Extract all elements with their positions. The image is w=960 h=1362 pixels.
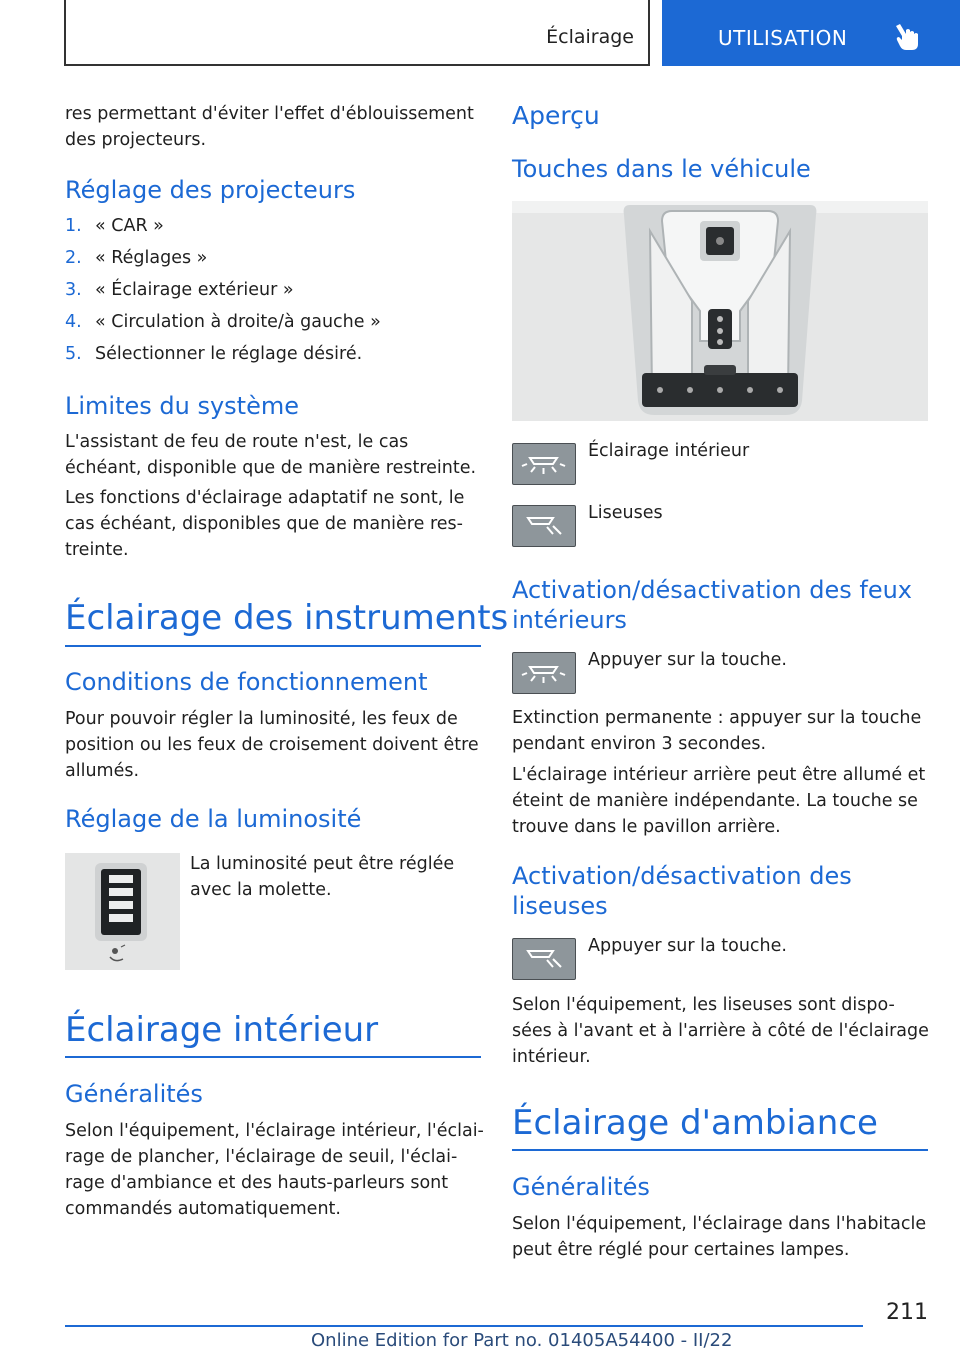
step-text: « CAR »: [95, 216, 164, 236]
step-number: 2.: [65, 248, 82, 268]
heading-generalites: Généralités: [65, 1080, 203, 1108]
step-text: « Circulation à droite/à gauche »: [95, 312, 381, 332]
heading-apercu: Aperçu: [512, 101, 600, 130]
generalites-line1: Selon l'équipement, l'éclairage intérieur, l'éclai-: [65, 1121, 484, 1141]
heading-act-feux-line1: Activation/désactivation des feux: [512, 576, 912, 604]
brightness-dial-illustration: [65, 853, 180, 970]
reading-light-icon: [513, 506, 574, 545]
step-number: 4.: [65, 312, 82, 332]
heading-act-lis-line1: Activation/désactivation des: [512, 862, 852, 890]
step-text: « Éclairage extérieur »: [95, 280, 294, 300]
step-number: 3.: [65, 280, 82, 300]
generalites-line3: rage d'ambiance et des hauts-parleurs sont: [65, 1173, 449, 1193]
section-rule: [65, 1056, 481, 1058]
heading-reglage-luminosite: Réglage de la luminosité: [65, 805, 362, 833]
heading-limites-systeme: Limites du système: [65, 392, 299, 420]
intro-paragraph-line2: des projecteurs.: [65, 130, 207, 150]
arriere-line1: L'éclairage intérieur arrière peut être allumé et: [512, 765, 926, 785]
luminosite-line1: La luminosité peut être réglée: [190, 854, 455, 874]
conditions-line3: allumés.: [65, 761, 140, 781]
heading-generalites-2: Généralités: [512, 1173, 650, 1201]
heading-eclairage-instruments: Éclairage des instruments: [65, 598, 509, 638]
intro-paragraph-line1: res permettant d'éviter l'effet d'éblouissement: [65, 104, 474, 124]
generalites-line2: rage de plancher, l'éclairage de seuil, l'éclai-: [65, 1147, 458, 1167]
conditions-line1: Pour pouvoir régler la luminosité, les feux de: [65, 709, 458, 729]
conditions-line2: position ou les feux de croisement doivent être: [65, 735, 479, 755]
step-number: 5.: [65, 344, 82, 364]
section-rule: [512, 1149, 928, 1151]
reading-light-key-2: [512, 938, 576, 980]
lis-p-line3: intérieur.: [512, 1047, 591, 1067]
limites-p2-line2: cas échéant, disponibles que de manière res-: [65, 514, 463, 534]
heading-eclairage-ambiance: Éclairage d'ambiance: [512, 1103, 878, 1143]
arriere-line2: éteint de manière indépendante. La touche se: [512, 791, 918, 811]
reading-light-icon: [513, 939, 574, 978]
brightness-dial-photo: [65, 853, 180, 970]
heading-conditions: Conditions de fonctionnement: [65, 668, 428, 696]
pointing-hand-icon: [894, 22, 922, 52]
header-section-box: [64, 0, 650, 66]
chapter-tab: [662, 0, 960, 66]
step-text: « Réglages »: [95, 248, 208, 268]
interior-light-icon: [513, 444, 574, 483]
act-feux-instruction: Appuyer sur la touche.: [588, 650, 787, 670]
heading-act-feux-line2: intérieurs: [512, 606, 627, 634]
heading-touches: Touches dans le véhicule: [512, 155, 811, 183]
heading-reglage-projecteurs: Réglage des projecteurs: [65, 176, 356, 204]
heading-eclairage-interieur: Éclairage intérieur: [65, 1010, 379, 1050]
arriere-line3: trouve dans le pavillon arrière.: [512, 817, 781, 837]
heading-act-lis-line2: liseuses: [512, 892, 608, 920]
interior-light-key: [512, 443, 576, 485]
limites-p1-line1: L'assistant de feu de route n'est, le cas: [65, 432, 409, 452]
luminosite-line2: avec la molette.: [190, 880, 332, 900]
interior-light-key-2: [512, 652, 576, 694]
reading-light-label: Liseuses: [588, 503, 663, 523]
roof-console-photo: [512, 201, 928, 421]
step-text: Sélectionner le réglage désiré.: [95, 344, 363, 364]
reading-light-key: [512, 505, 576, 547]
page-number: 211: [886, 1300, 928, 1325]
act-lis-instruction: Appuyer sur la touche.: [588, 936, 787, 956]
footer-edition: Online Edition for Part no. 01405A54400 - II/22: [311, 1330, 733, 1351]
footer-rule: [65, 1325, 863, 1327]
section-title: Éclairage: [546, 26, 634, 48]
step-number: 1.: [65, 216, 82, 236]
section-rule: [65, 645, 481, 647]
ambiance-line2: peut être réglé pour certaines lampes.: [512, 1240, 850, 1260]
interior-light-label: Éclairage intérieur: [588, 441, 750, 461]
chapter-tab-label: UTILISATION: [718, 26, 848, 50]
extinction-line2: pendant environ 3 secondes.: [512, 734, 767, 754]
limites-p1-line2: échéant, disponible que de manière restreinte.: [65, 458, 477, 478]
lis-p-line1: Selon l'équipement, les liseuses sont dispo-: [512, 995, 895, 1015]
roof-console-illustration: [512, 201, 928, 421]
ambiance-line1: Selon l'équipement, l'éclairage dans l'habitacle: [512, 1214, 927, 1234]
lis-p-line2: sées à l'avant et à l'arrière à côté de l'éclairage: [512, 1021, 929, 1041]
limites-p2-line3: treinte.: [65, 540, 129, 560]
extinction-line1: Extinction permanente : appuyer sur la touche: [512, 708, 922, 728]
generalites-line4: commandés automatiquement.: [65, 1199, 341, 1219]
limites-p2-line1: Les fonctions d'éclairage adaptatif ne sont, le: [65, 488, 465, 508]
interior-light-icon: [513, 653, 574, 692]
